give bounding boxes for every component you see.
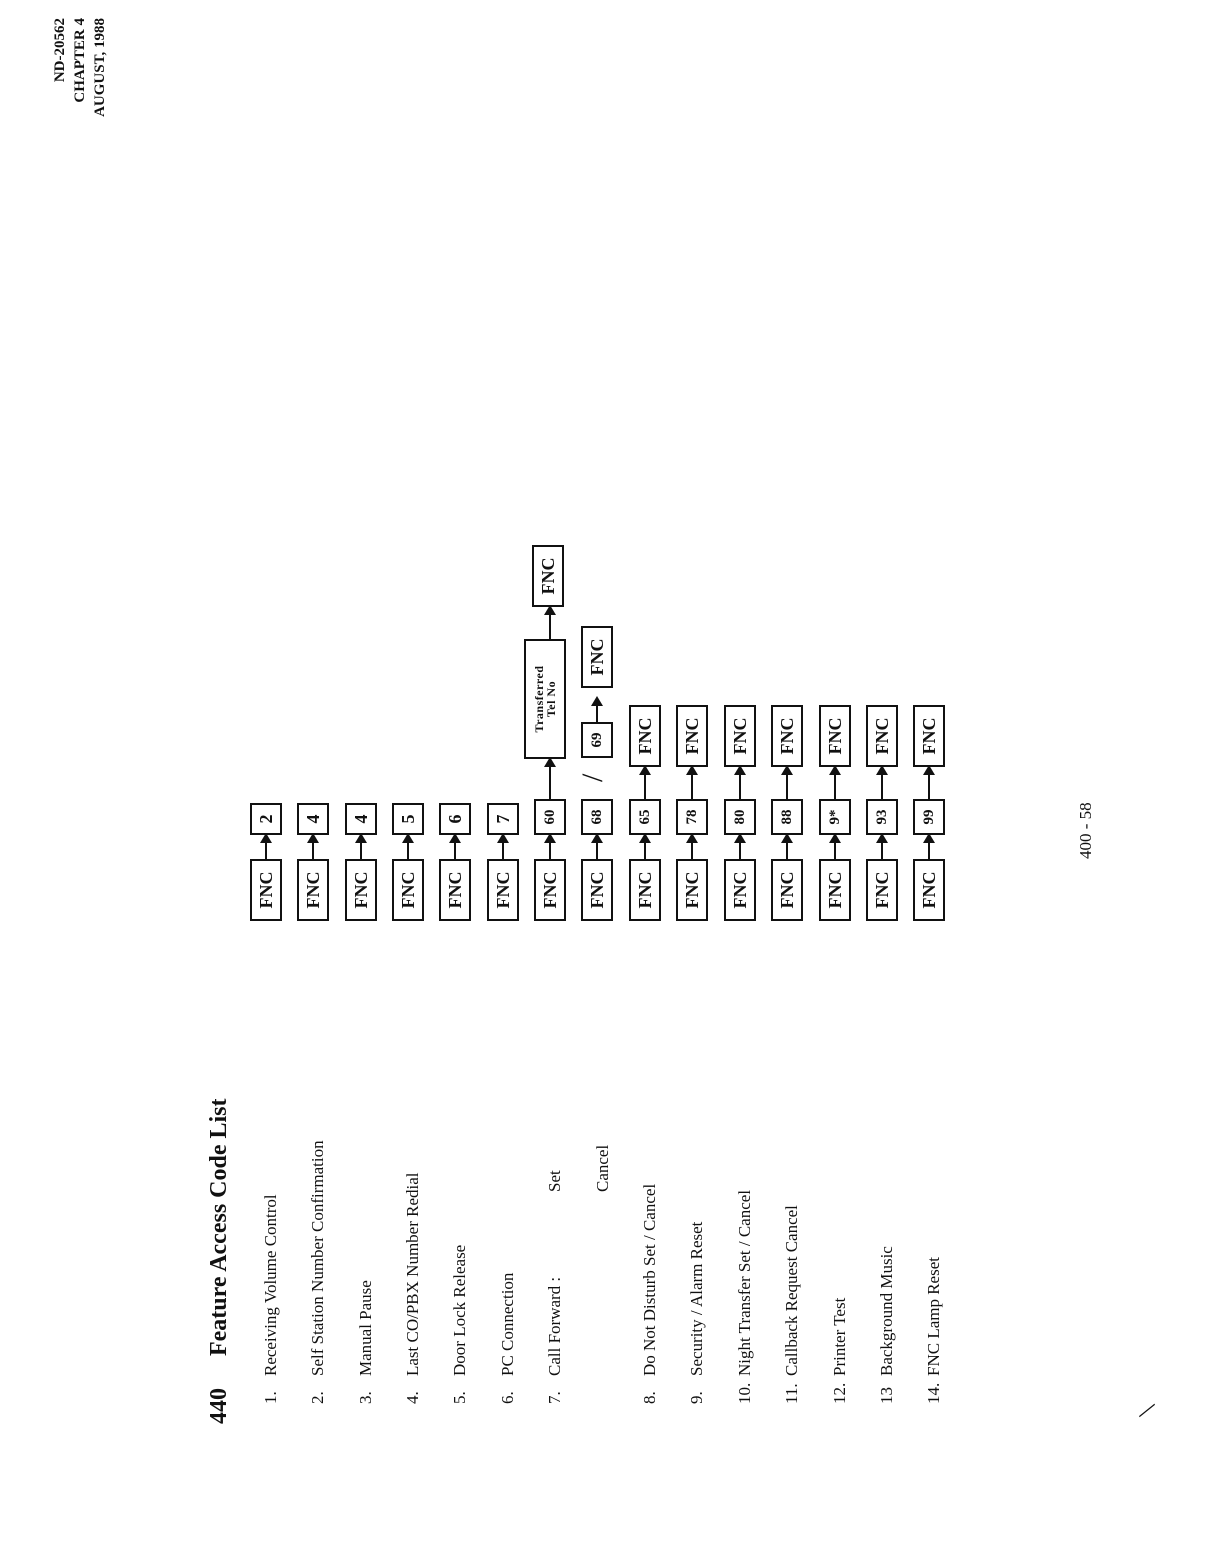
list-item-7-cancel bbox=[592, 1145, 614, 1192]
key-fnc: FNC bbox=[629, 859, 661, 921]
list-item-4 bbox=[402, 1172, 424, 1404]
key-code: 93 bbox=[866, 799, 898, 835]
key-fnc: FNC bbox=[724, 705, 756, 767]
key-fnc: FNC bbox=[581, 626, 613, 688]
item-label: Night Transfer Set / Cancel bbox=[735, 1189, 754, 1376]
item-label: Receiving Volume Control bbox=[261, 1194, 280, 1376]
arrow-icon bbox=[928, 835, 930, 859]
item-sub-label: Set bbox=[545, 1170, 564, 1192]
key-fnc: FNC bbox=[297, 859, 329, 921]
item-number: 11. bbox=[782, 1383, 801, 1404]
transferred-tel-no-box bbox=[524, 639, 566, 759]
key-fnc: FNC bbox=[392, 859, 424, 921]
key-code: 7 bbox=[487, 803, 519, 835]
key-code: 5 bbox=[392, 803, 424, 835]
arrow-icon bbox=[834, 767, 836, 799]
arrow-icon bbox=[928, 767, 930, 799]
key-fnc: FNC bbox=[629, 705, 661, 767]
arrow-icon bbox=[454, 835, 456, 859]
key-code: 68 bbox=[581, 799, 613, 835]
arrow-icon bbox=[786, 767, 788, 799]
arrow-icon bbox=[881, 835, 883, 859]
item-number: 12. bbox=[830, 1382, 849, 1404]
chapter-label: CHAPTER 4 bbox=[72, 18, 88, 103]
item-number: 2. bbox=[308, 1391, 327, 1404]
list-item-13 bbox=[876, 1246, 898, 1404]
list-item-6 bbox=[497, 1273, 519, 1404]
arrow-icon bbox=[596, 698, 598, 722]
key-fnc: FNC bbox=[676, 859, 708, 921]
arrow-icon bbox=[360, 835, 362, 859]
key-code: 88 bbox=[771, 799, 803, 835]
section-title: Feature Access Code List bbox=[206, 1098, 232, 1356]
doc-date: AUGUST, 1988 bbox=[92, 18, 108, 117]
arrow-icon bbox=[739, 835, 741, 859]
key-fnc: FNC bbox=[866, 705, 898, 767]
key-fnc: FNC bbox=[866, 859, 898, 921]
key-fnc: FNC bbox=[439, 859, 471, 921]
key-code: 80 bbox=[724, 799, 756, 835]
key-fnc: FNC bbox=[532, 545, 564, 607]
arrow-icon bbox=[549, 759, 551, 799]
key-code: 65 bbox=[629, 799, 661, 835]
arrow-icon bbox=[549, 835, 551, 859]
key-fnc: FNC bbox=[487, 859, 519, 921]
list-item-10 bbox=[734, 1190, 756, 1404]
list-item-3 bbox=[355, 1280, 377, 1404]
key-fnc: FNC bbox=[771, 859, 803, 921]
key-fnc: FNC bbox=[819, 859, 851, 921]
item-label: Security / Alarm Reset bbox=[687, 1221, 706, 1376]
key-fnc: FNC bbox=[913, 859, 945, 921]
list-item-14 bbox=[923, 1257, 945, 1404]
item-number: 3. bbox=[356, 1391, 375, 1404]
item-label: Last CO/PBX Number Redial bbox=[403, 1172, 422, 1376]
arrow-icon bbox=[549, 607, 551, 639]
item-label: PC Connection bbox=[498, 1272, 517, 1376]
arrow-icon bbox=[881, 767, 883, 799]
key-fnc: FNC bbox=[724, 859, 756, 921]
key-code: 69 bbox=[581, 722, 613, 758]
key-code: 9* bbox=[819, 799, 851, 835]
key-fnc: FNC bbox=[676, 705, 708, 767]
page-number: 400 - 58 bbox=[1076, 802, 1095, 859]
key-fnc: FNC bbox=[581, 859, 613, 921]
arrow-icon bbox=[691, 835, 693, 859]
stray-pen-mark: \ bbox=[1131, 1401, 1164, 1420]
list-item-11 bbox=[781, 1205, 803, 1404]
list-item-9 bbox=[686, 1222, 708, 1404]
item-number: 13 bbox=[877, 1387, 896, 1404]
item-number: 7. bbox=[545, 1391, 564, 1404]
list-item-8 bbox=[639, 1184, 661, 1404]
document-header bbox=[50, 18, 110, 117]
section-heading bbox=[206, 1098, 233, 1424]
key-fnc: FNC bbox=[534, 859, 566, 921]
arrow-icon bbox=[691, 767, 693, 799]
item-label: Callback Request Cancel bbox=[782, 1205, 801, 1376]
item-label: Do Not Disturb Set / Cancel bbox=[640, 1183, 659, 1376]
key-code: 60 bbox=[534, 799, 566, 835]
arrow-icon bbox=[644, 767, 646, 799]
key-fnc: FNC bbox=[345, 859, 377, 921]
item-number: 10. bbox=[735, 1382, 754, 1404]
arrow-icon bbox=[312, 835, 314, 859]
item-label: Call Forward : bbox=[545, 1276, 564, 1376]
item-label: Background Music bbox=[877, 1246, 896, 1376]
item-label: Manual Pause bbox=[356, 1280, 375, 1376]
transferred-tel-no-label: Transferred Tel No bbox=[532, 665, 558, 733]
key-code: 4 bbox=[297, 803, 329, 835]
item-number: 5. bbox=[450, 1391, 469, 1404]
list-item-5 bbox=[449, 1245, 471, 1404]
key-code: 2 bbox=[250, 803, 282, 835]
item-number: 4. bbox=[403, 1391, 422, 1404]
arrow-icon bbox=[265, 835, 267, 859]
list-item-1 bbox=[260, 1194, 282, 1404]
arrow-icon bbox=[834, 835, 836, 859]
arrow-icon bbox=[596, 835, 598, 859]
list-item-7 bbox=[544, 1170, 566, 1404]
arrow-icon bbox=[644, 835, 646, 859]
key-code: 4 bbox=[345, 803, 377, 835]
item-number: 14. bbox=[924, 1382, 943, 1404]
item-sub-label: Cancel bbox=[593, 1144, 612, 1192]
list-item-12 bbox=[829, 1298, 851, 1404]
arrow-icon bbox=[786, 835, 788, 859]
key-code: 99 bbox=[913, 799, 945, 835]
item-number: 9. bbox=[687, 1391, 706, 1404]
item-number: 8. bbox=[640, 1391, 659, 1404]
key-fnc: FNC bbox=[250, 859, 282, 921]
arrow-icon bbox=[502, 835, 504, 859]
list-item-2 bbox=[307, 1140, 329, 1404]
key-code: 78 bbox=[676, 799, 708, 835]
item-number: 6. bbox=[498, 1391, 517, 1404]
item-number: 1. bbox=[261, 1391, 280, 1404]
arrow-icon bbox=[407, 835, 409, 859]
item-label: Self Station Number Confirmation bbox=[308, 1140, 327, 1376]
section-number: 440 bbox=[206, 1388, 232, 1424]
arrow-icon bbox=[739, 767, 741, 799]
item-label: Door Lock Release bbox=[450, 1244, 469, 1376]
item-label: Printer Test bbox=[830, 1297, 849, 1376]
doc-id: ND-20562 bbox=[52, 18, 68, 83]
key-code: 6 bbox=[439, 803, 471, 835]
slash-separator: / bbox=[576, 773, 609, 782]
key-fnc: FNC bbox=[771, 705, 803, 767]
key-fnc: FNC bbox=[913, 705, 945, 767]
item-label: FNC Lamp Reset bbox=[924, 1257, 943, 1376]
key-fnc: FNC bbox=[819, 705, 851, 767]
